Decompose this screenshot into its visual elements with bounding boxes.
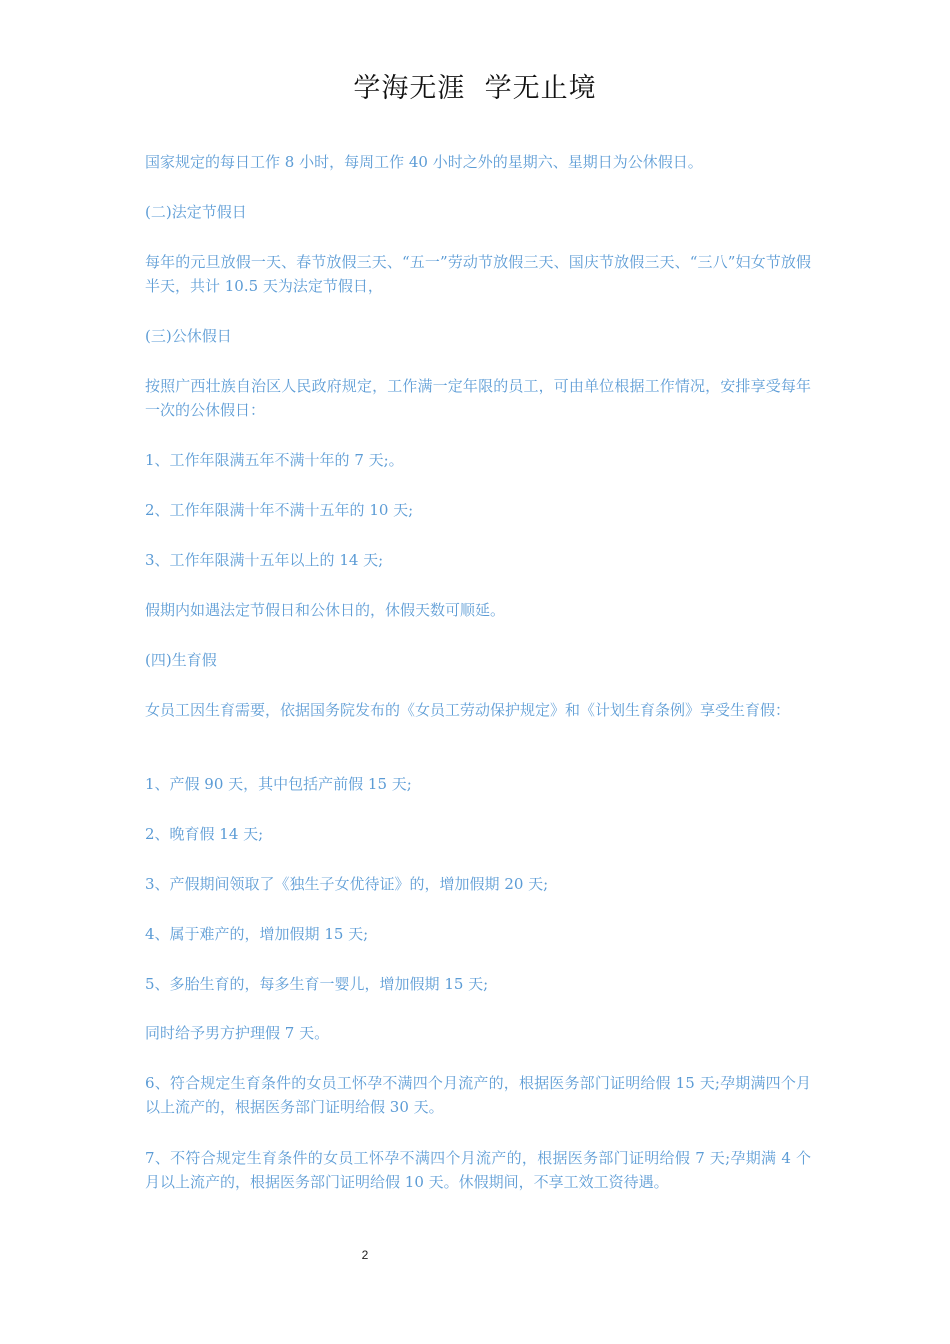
paragraph-annual-leave: 按照广西壮族自治区人民政府规定，工作满一定年限的员工，可由单位根据工作情况，安排享受每年一次的公休假日： <box>145 377 811 419</box>
paragraph-paternity-leave: 同时给予男方护理假 7 天。 <box>145 1024 330 1042</box>
list-item-maternity-3: 3、产假期间领取了《独生子女优待证》的，增加假期 20 天; <box>145 875 549 893</box>
paragraph-maternity-leave: 女员工因生育需要，依据国务院发布的《女员工劳动保护规定》和《计划生育条例》享受生育假： <box>145 701 791 719</box>
list-item-maternity-1: 1、产假 90 天，其中包括产前假 15 天; <box>145 775 412 793</box>
page-number: 2 <box>361 1248 369 1262</box>
list-item-annual-leave-3: 3、工作年限满十五年以上的 14 天; <box>145 551 384 569</box>
section-heading-legal-holidays: (二)法定节假日 <box>145 203 247 221</box>
list-item-maternity-7: 7、不符合规定生育条件的女员工怀孕不满四个月流产的，根据医务部门证明给假 7 天;孕期满 4 个月以上流产的，根据医务部门证明给假 10 天。休假期间，不享工效工资待遇。 <box>145 1149 811 1191</box>
list-item-maternity-4: 4、属于难产的，增加假期 15 天; <box>145 925 369 943</box>
list-item-annual-leave-1: 1、工作年限满五年不满十年的 7 天;。 <box>145 451 404 469</box>
list-item-annual-leave-2: 2、工作年限满十年不满十五年的 10 天; <box>145 501 414 519</box>
list-item-maternity-6: 6、符合规定生育条件的女员工怀孕不满四个月流产的，根据医务部门证明给假 15 天;孕期满四个月以上流产的，根据医务部门证明给假 30 天。 <box>145 1074 811 1116</box>
paragraph-leave-extension: 假期内如遇法定节假日和公休日的，休假天数可顺延。 <box>145 601 506 619</box>
list-item-maternity-5: 5、多胎生育的，每多生育一婴儿，增加假期 15 天; <box>145 975 489 993</box>
paragraph-legal-holidays: 每年的元旦放假一天、春节放假三天、“五一”劳动节放假三天、国庆节放假三天、“三八”妇女节放假半天，共计 10.5 天为法定节假日， <box>145 253 811 295</box>
section-heading-maternity-leave: (四)生育假 <box>145 651 217 669</box>
section-heading-annual-leave: (三)公休假日 <box>145 327 232 345</box>
list-item-maternity-2: 2、晚育假 14 天; <box>145 825 264 843</box>
paragraph-weekly-rest: 国家规定的每日工作 8 小时，每周工作 40 小时之外的星期六、星期日为公休假日。 <box>145 153 703 171</box>
page-title: 学海无涯 学无止境 <box>353 73 597 104</box>
